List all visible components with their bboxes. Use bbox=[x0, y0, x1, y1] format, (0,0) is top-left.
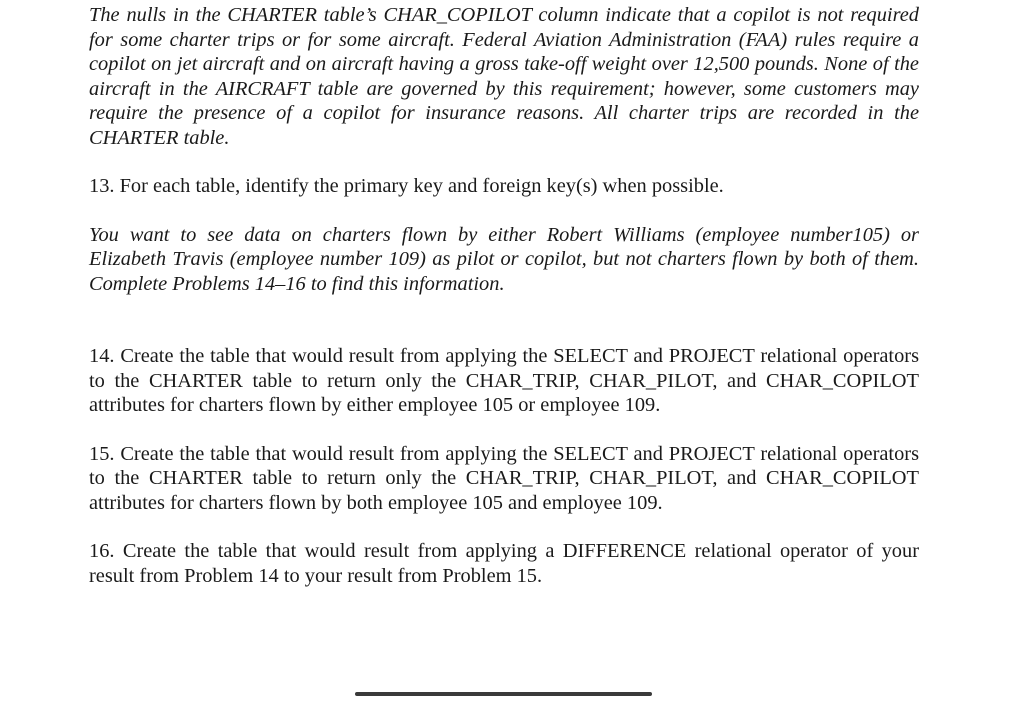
context-paragraph: You want to see data on charters flown by either Robert Williams (employee number105) or Elizabeth Travis (employee number 109) as pilot or copilot, but not charters flown by both of them. Complete Problems 14–16 to find this information. bbox=[89, 223, 919, 295]
question-13: 13. For each table, identify the primary key and foreign key(s) when possible. bbox=[89, 175, 724, 197]
document-page bbox=[89, 3, 919, 588]
home-indicator-bar[interactable] bbox=[355, 692, 652, 696]
intro-paragraph: The nulls in the CHARTER table’s CHAR_COPILOT column indicate that a copilot is not required for some charter trips or for some aircraft. Federal Aviation Administration (FAA) rules require a copilot on jet aircraft and on aircraft having a gross take-off weight over 12,500 pounds. None of the aircraft in the AIRCRAFT table are governed by this requirement; however, some customers may require the presence of a copilot for insurance reasons. All charter trips are recorded in the CHARTER table. bbox=[89, 4, 919, 149]
question-15: 15. Create the table that would result from applying the SELECT and PROJECT relational operators to the CHARTER table to return only the CHAR_TRIP, CHAR_PILOT, and CHAR_COPILOT attributes for charters flown by both employee 105 and employee 109. bbox=[89, 442, 919, 514]
question-14: 14. Create the table that would result from applying the SELECT and PROJECT relational operators to the CHARTER table to return only the CHAR_TRIP, CHAR_PILOT, and CHAR_COPILOT attributes for charters flown by either employee 105 or employee 109. bbox=[89, 345, 919, 416]
question-16: 16. Create the table that would result from applying a DIFFERENCE relational operator of your result from Problem 14 to your result from Problem 15. bbox=[89, 540, 919, 587]
